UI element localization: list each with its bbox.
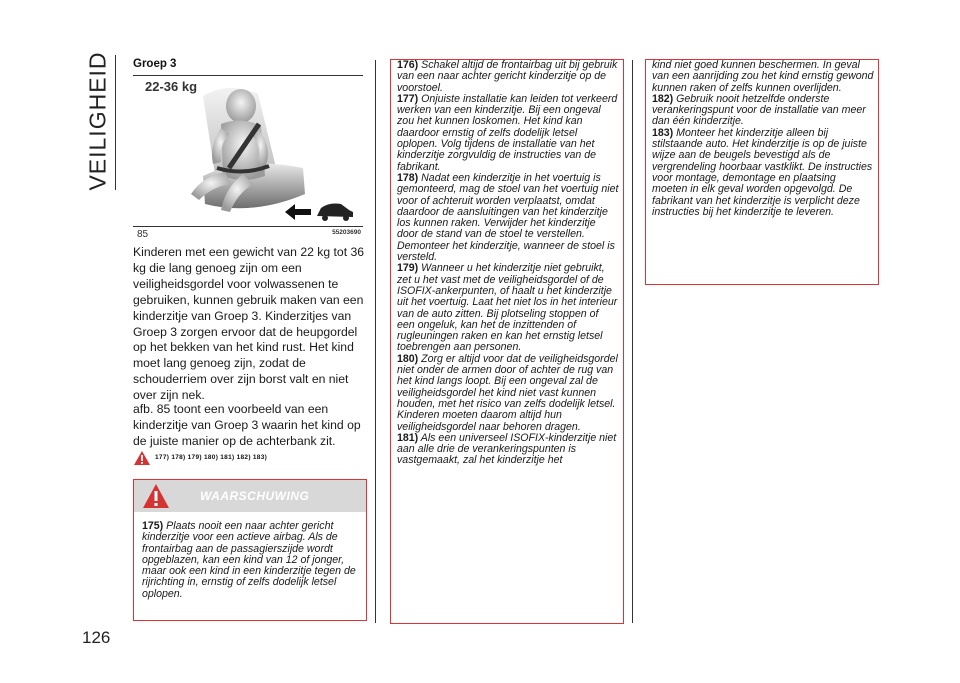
- note-item: 182) Gebruik nooit hetzelfde onderste verankeringspunt voor de installatie van meer dan één kinderzitje.: [652, 92, 866, 128]
- child-booster-seat-illustration: [133, 76, 363, 226]
- child-seat-figure: [133, 74, 363, 240]
- warning-header: [134, 480, 366, 512]
- section-heading: Groep 3: [133, 58, 177, 70]
- warning-triangle-icon: [142, 482, 170, 510]
- chapter-title-text: VEILIGHEID: [84, 51, 111, 191]
- warning-content: Plaats nooit een naar achter gericht kinderzitje voor een actieve airbag. Als de frontairbag aan de passagierszijde wordt opgeblazen, kan een kind van 12 of jonger, maar ook een kind in een kinderzitje tegen de rijrichting in, ernstig of zelfs dodelijk letsel oplopen.: [142, 520, 356, 600]
- note-continuation: kind niet goed kunnen beschermen. In geval van een aanrijding zou het kind ernstig gewond kunnen raken of zelfs kunnen overlijden.: [652, 59, 874, 94]
- notes-box: [645, 59, 879, 285]
- warning-number: 175): [142, 520, 164, 532]
- body-paragraph: afb. 85 toont een voorbeeld van een kinderzitje van Groep 3 waarin het kind op de juiste manier op de achterbank zit.: [133, 402, 361, 448]
- warning-reference-list: 177) 178) 179) 180) 181) 182) 183): [155, 454, 268, 461]
- figure-number: 85: [137, 229, 149, 240]
- page-number: 126: [82, 628, 111, 647]
- warning-title: WAARSCHUWING: [200, 489, 310, 503]
- warning-text: [142, 521, 364, 600]
- notes-list: [397, 60, 619, 467]
- column-divider: [375, 60, 376, 623]
- chapter-divider: [115, 55, 116, 190]
- notes-list: [652, 60, 874, 218]
- figure-weight-label: 22-36 kg: [145, 79, 198, 94]
- note-item: 176) Schakel altijd de frontairbag uit bij gebruik van een naar achter gericht kinderzitje op de voorstoel.: [397, 59, 618, 94]
- note-item: 178) Nadat een kinderzitje in het voertuig is gemonteerd, mag de stoel van het voertuig niet voor of achteruit worden verplaatst, omdat daardoor de aansluitingen van het kinderzitje los kunnen raken. Verwijder het kinderzitje door de stand van de stoel te verstellen. Demonteer het kinderzitje, wanneer de stoel is versteld.: [397, 171, 619, 264]
- note-item: 180) Zorg er altijd voor dat de veiligheidsgordel niet onder de armen door of achter de rug van het kind langs loopt. Bij een ongeval zal de veiligheidsgordel het kind niet vast kunnen houden, met het risico van zelfs dodelijk letsel. Kinderen moeten daarom altijd hun veiligheidsgordel naar behoren dragen.: [397, 352, 618, 433]
- notes-box: [390, 59, 624, 624]
- note-item: 179) Wanneer u het kinderzitje niet gebruikt, zet u het vast met de veiligheidsgordel of de ISOFIX-ankerpunten, of haalt u het kinderzitje uit het voertuig. Laat het niet los in het interieur van de auto zitten. Bij plotseling stoppen of een ongeluk, kan het de inzittenden of rugleuningen raken en kan het ernstig letsel toebrengen aan personen.: [397, 262, 618, 354]
- figure-bottom-rule: [133, 226, 363, 227]
- warning-triangle-icon: [133, 450, 151, 466]
- note-item: 183) Monteer het kinderzitje alleen bij stilstaande auto. Het kinderzitje is op de juiste wijze aan de beugels bevestigd als de vergrendeling hoorbaar vastklikt. De instructies voor montage, demontage en plaatsing moeten in elk geval worden opgevolgd. De fabrikant van het kinderzitje is verplicht deze instructies bij het kinderzitje te leveren.: [652, 126, 873, 218]
- figure-code: 55203690: [332, 229, 361, 236]
- note-item: 177) Onjuiste installatie kan leiden tot verkeerd werken van een kinderzitje. Bij een ongeval zou het kunnen loskomen. Het kind kan daardoor ernstig of zelfs dodelijk letsel oplopen. Volg tijdens de installatie van het kinderzitje zorgvuldig de instructies van de fabrikant.: [397, 92, 618, 173]
- chapter-title: [84, 51, 112, 191]
- body-paragraph: Kinderen met een gewicht van 22 kg tot 36 kg die lang genoeg zijn om een veiligheidsgordel voor volwassenen te gebruiken, kunnen gebruik maken van een kinderzitje van Groep 3. Kinderzitjes van Groep 3 zorgen ervoor dat de heupgordel op het bekken van het kind rust. Het kind moet lang genoeg zijn, zodat de schouderriem over zijn borst valt en niet over zijn nek.: [133, 245, 365, 403]
- note-item: 181) Als een universeel ISOFIX-kinderzitje niet aan alle drie de verankeringspunten is vastgemaakt, zal het kinderzitje het: [397, 431, 617, 467]
- warning-references: [133, 450, 367, 466]
- warning-box: [133, 479, 367, 621]
- column-divider: [632, 60, 633, 623]
